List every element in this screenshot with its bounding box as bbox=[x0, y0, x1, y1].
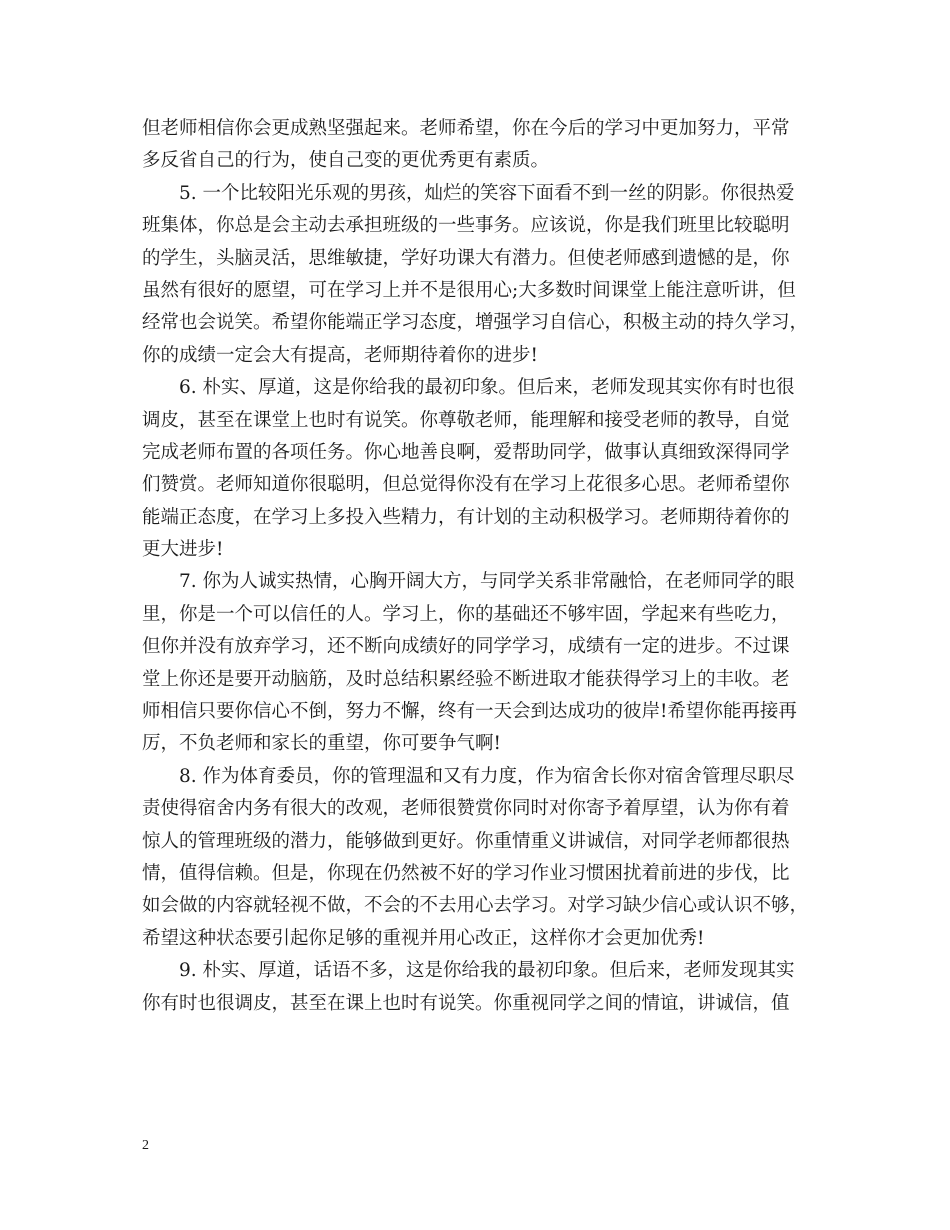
text-line: 班集体，你总是会主动去承担班级的一些事务。应该说，你是我们班里比较聪明 bbox=[142, 215, 790, 237]
page-number: 2 bbox=[142, 1138, 149, 1153]
text-line: 能端正态度，在学习上多投入些精力，有计划的主动积极学习。老师期待着你的 bbox=[142, 506, 790, 528]
text-line: 完成老师布置的各项任务。你心地善良啊，爱帮助同学，做事认真细致深得同学 bbox=[142, 441, 790, 463]
text-line: 们赞赏。老师知道你很聪明，但总觉得你没有在学习上花很多心思。老师希望你 bbox=[142, 474, 790, 496]
text-line: 7. 你为人诚实热情，心胸开阔大方，与同学关系非常融恰，在老师同学的眼 bbox=[179, 571, 795, 593]
text-line: 但老师相信你会更成熟坚强起来。老师希望，你在今后的学习中更加努力，平常 bbox=[142, 118, 790, 139]
text-line: 你有时也很调皮，甚至在课上也时有说笑。你重视同学之间的情谊，讲诚信，值 bbox=[142, 992, 790, 1014]
text-line: 如会做的内容就轻视不做，不会的不去用心去学习。对学习缺少信心或认识不够， bbox=[142, 895, 809, 917]
text-line: 师相信只要你信心不倒，努力不懈，终有一天会到达成功的彼岸!希望你能再接再 bbox=[142, 701, 797, 723]
text-line: 5. 一个比较阳光乐观的男孩，灿烂的笑容下面看不到一丝的阴影。你很热爱 bbox=[179, 182, 795, 204]
text-line: 的学生，头脑灵活，思维敏捷，学好功课大有潜力。但使老师感到遗憾的是，你 bbox=[142, 247, 790, 269]
text-line: 里，你是一个可以信任的人。学习上，你的基础还不够牢固，学起来有些吃力， bbox=[142, 603, 790, 625]
text-line: 惊人的管理班级的潜力，能够做到更好。你重情重义讲诚信，对同学老师都很热 bbox=[142, 830, 790, 852]
text-line: 责使得宿舍内务有很大的改观，老师很赞赏你同时对你寄予着厚望，认为你有着 bbox=[142, 798, 790, 820]
text-line: 情，值得信赖。但是，你现在仍然被不好的学习作业习惯困扰着前进的步伐，比 bbox=[142, 862, 790, 884]
text-line: 调皮，甚至在课堂上也时有说笑。你尊敬老师，能理解和接受老师的教导，自觉 bbox=[142, 409, 790, 431]
text-line: 经常也会说笑。希望你能端正学习态度，增强学习自信心，积极主动的持久学习， bbox=[142, 312, 809, 334]
text-line: 9. 朴实、厚道，话语不多，这是你给我的最初印象。但后来，老师发现其实 bbox=[179, 960, 795, 982]
text-line: 多反省自己的行为，使自己变的更优秀更有素质。 bbox=[142, 150, 550, 172]
text-line: 你的成绩一定会大有提高，老师期待着你的进步! bbox=[142, 344, 538, 366]
text-line: 6. 朴实、厚道，这是你给我的最初印象。但后来，老师发现其实你有时也很 bbox=[179, 377, 795, 399]
text-line: 但你并没有放弃学习，还不断向成绩好的同学学习，成绩有一定的进步。不过课 bbox=[142, 636, 790, 658]
text-line: 更大进步! bbox=[142, 539, 224, 561]
text-line: 虽然有很好的愿望，可在学习上并不是很用心;大多数时间课堂上能注意听讲，但 bbox=[142, 279, 796, 301]
text-line: 8. 作为体育委员，你的管理温和又有力度，作为宿舍长你对宿舍管理尽职尽 bbox=[179, 765, 795, 787]
document-body bbox=[142, 113, 810, 1020]
text-line: 希望这种状态要引起你足够的重视并用心改正，这样你才会更加优秀! bbox=[142, 927, 705, 949]
text-line: 厉，不负老师和家长的重望，你可要争气啊! bbox=[142, 733, 501, 755]
text-line: 堂上你还是要开动脑筋，及时总结积累经验不断进取才能获得学习上的丰收。老 bbox=[142, 668, 790, 690]
